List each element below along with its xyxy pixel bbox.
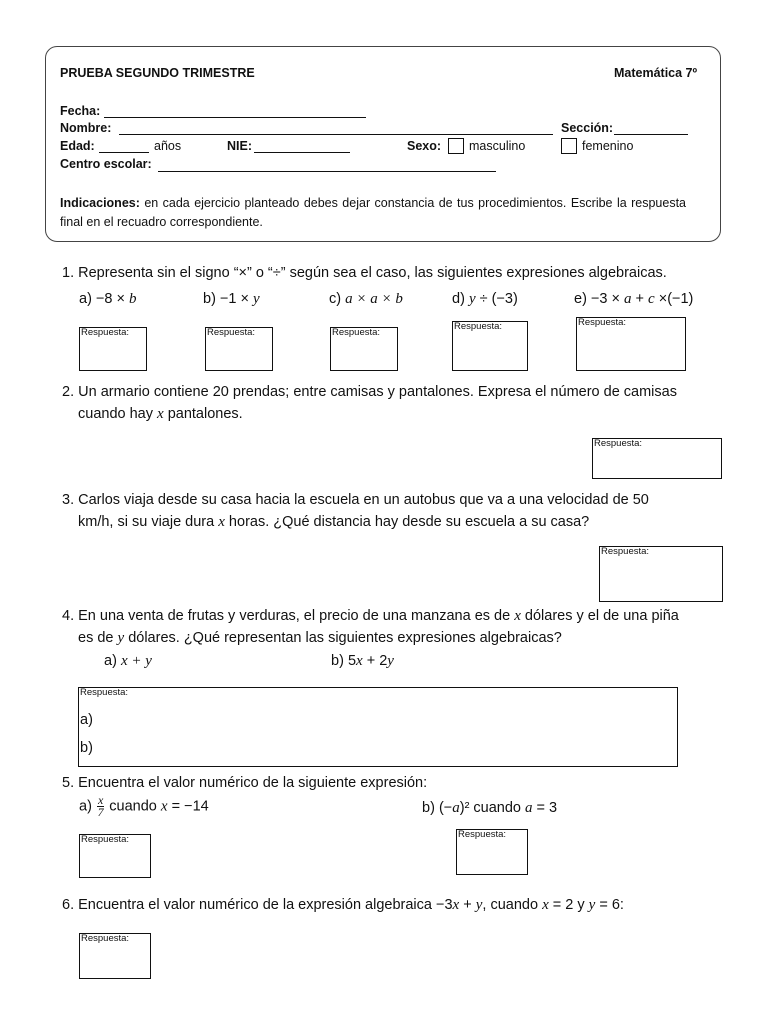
centro-label: Centro escolar: bbox=[60, 157, 152, 171]
q1-item-d bbox=[452, 289, 518, 310]
q3-text-1: Carlos viaja desde su casa hacia la escuela en un autobus que va a una velocidad de 50 bbox=[78, 492, 649, 508]
seccion-label: Sección: bbox=[561, 121, 614, 135]
answer-label: Respuesta: bbox=[601, 546, 650, 557]
q4-b-v2: y bbox=[387, 653, 394, 669]
edad-field[interactable] bbox=[99, 152, 149, 153]
q1-item-b bbox=[203, 289, 260, 310]
q1-statement bbox=[62, 263, 667, 284]
q1-b-answer-box[interactable] bbox=[205, 327, 273, 371]
masculino-label: masculino bbox=[469, 139, 526, 153]
q1-item-e bbox=[574, 289, 693, 310]
q6-v2: y bbox=[475, 897, 483, 913]
q4-text-2b: dólares. ¿Qué representan las siguientes expresiones algebraicas? bbox=[124, 630, 562, 646]
q1-e-post: ×(−1) bbox=[654, 291, 694, 307]
q1-b-var: y bbox=[253, 291, 260, 307]
q3-var: x bbox=[218, 514, 225, 530]
q6-v3: x bbox=[542, 897, 549, 913]
nie-field[interactable] bbox=[254, 152, 350, 153]
nombre-label: Nombre: bbox=[60, 121, 112, 135]
q4-line-1 bbox=[62, 606, 679, 627]
q1-e-answer-box[interactable] bbox=[576, 317, 686, 371]
nombre-field[interactable] bbox=[119, 134, 553, 135]
q2-line-2 bbox=[78, 404, 243, 425]
q4-var-y: y bbox=[117, 630, 125, 646]
q5-a-mid: cuando bbox=[105, 798, 161, 815]
q5-a-var: x bbox=[160, 798, 168, 815]
q2-answer-box[interactable] bbox=[592, 438, 722, 479]
q5-text: Encuentra el valor numérico de la siguiente expresión: bbox=[78, 775, 428, 791]
q1-b-label: b) bbox=[203, 291, 216, 307]
exam-title: PRUEBA SEGUNDO TRIMESTRE bbox=[60, 66, 255, 80]
q5-b-var2: a bbox=[525, 800, 533, 816]
sexo-label: Sexo: bbox=[407, 139, 442, 153]
q4-answer-box[interactable] bbox=[78, 687, 678, 767]
answer-label: Respuesta: bbox=[81, 933, 130, 944]
q3-number: 3. bbox=[62, 492, 75, 508]
q6-answer-box[interactable] bbox=[79, 933, 151, 979]
q2-var: x bbox=[157, 406, 164, 422]
q5-frac-num: x bbox=[97, 793, 104, 807]
answer-label: Respuesta: bbox=[80, 687, 129, 698]
q4-text-2a: es de bbox=[78, 630, 118, 646]
q1-number: 1. bbox=[62, 265, 75, 281]
q1-e-mid: + bbox=[631, 291, 649, 307]
q6-v1: x bbox=[452, 897, 460, 913]
q1-item-c bbox=[329, 289, 403, 310]
indicaciones-text bbox=[60, 194, 686, 232]
q3-line-1 bbox=[62, 490, 649, 511]
q6-text-b: + bbox=[459, 897, 476, 913]
q5-fraction bbox=[97, 795, 104, 818]
q5-b-pre: (− bbox=[438, 800, 453, 816]
subject-label: Matemática 7º bbox=[614, 66, 698, 80]
q4-b-label: b) bbox=[331, 653, 344, 669]
q1-a-label: a) bbox=[79, 291, 92, 307]
q4-var-x: x bbox=[514, 608, 521, 624]
masculino-checkbox[interactable] bbox=[448, 138, 464, 154]
q6-v4: y bbox=[588, 897, 596, 913]
q1-e-v2: c bbox=[648, 291, 655, 307]
fecha-field[interactable] bbox=[104, 117, 366, 118]
q1-c-label: c) bbox=[329, 291, 342, 307]
answer-label: Respuesta: bbox=[81, 834, 130, 845]
q5-statement bbox=[62, 773, 427, 794]
q4-a-label: a) bbox=[104, 653, 117, 669]
q1-text: Representa sin el signo “×” o “÷” según sea el caso, las siguientes expresiones algebraicas. bbox=[78, 265, 667, 281]
femenino-checkbox[interactable] bbox=[561, 138, 577, 154]
q5-frac-den: 7 bbox=[97, 805, 104, 819]
q2-text-1: Un armario contiene 20 prendas; entre camisas y pantalones. Expresa el número de camisas bbox=[78, 384, 677, 400]
q3-answer-box[interactable] bbox=[599, 546, 723, 602]
q1-c-answer-box[interactable] bbox=[330, 327, 398, 371]
q1-d-post: ÷ (−3) bbox=[475, 291, 518, 307]
q4-line-2 bbox=[78, 628, 562, 649]
q1-d-var: y bbox=[468, 291, 476, 307]
femenino-label: femenino bbox=[582, 139, 634, 153]
q4-box-b-label: b) bbox=[80, 740, 93, 756]
answer-label: Respuesta: bbox=[332, 327, 381, 338]
q1-item-a bbox=[79, 289, 137, 310]
q1-a-answer-box[interactable] bbox=[79, 327, 147, 371]
answer-label: Respuesta: bbox=[458, 829, 507, 840]
q4-b-v1: x bbox=[356, 653, 363, 669]
q6-text-e: = 6: bbox=[595, 897, 624, 913]
q5-b-val: = 3 bbox=[532, 800, 558, 816]
seccion-field[interactable] bbox=[614, 134, 688, 135]
q5-a-label: a) bbox=[79, 798, 92, 815]
q3-text-2b: horas. ¿Qué distancia hay desde su escuela a su casa? bbox=[224, 514, 590, 530]
q4-number: 4. bbox=[62, 608, 75, 624]
centro-field[interactable] bbox=[158, 171, 496, 172]
q2-number: 2. bbox=[62, 384, 75, 400]
q1-e-pre: −3 × bbox=[590, 291, 624, 307]
q4-text-1b: dólares y el de una piña bbox=[520, 608, 679, 624]
q5-b-label: b) bbox=[422, 800, 435, 816]
q6-statement bbox=[62, 895, 624, 916]
q4-text-1a: En una venta de frutas y verduras, el precio de una manzana es de bbox=[78, 608, 515, 624]
q5-a-post: = −14 bbox=[167, 798, 209, 815]
q1-e-v1: a bbox=[624, 291, 632, 307]
q3-text-2a: km/h, si su viaje dura bbox=[78, 514, 219, 530]
q6-text-d: = 2 y bbox=[548, 897, 589, 913]
q3-line-2 bbox=[78, 512, 589, 533]
q4-item-b bbox=[331, 651, 394, 672]
q1-c-expr: a × a × b bbox=[345, 291, 403, 307]
q5-b-var: a bbox=[452, 800, 460, 816]
answer-label: Respuesta: bbox=[207, 327, 256, 338]
q5-b-answer-box[interactable] bbox=[456, 829, 528, 875]
answer-label: Respuesta: bbox=[594, 438, 643, 449]
q4-box-a-label: a) bbox=[80, 712, 93, 728]
q2-line-1 bbox=[62, 382, 677, 403]
q2-text-2a: cuando hay bbox=[78, 406, 158, 422]
q1-b-pre: −1 × bbox=[219, 291, 253, 307]
anios-label: años bbox=[154, 139, 182, 153]
q4-b-pre: 5 bbox=[347, 653, 357, 669]
q5-item-a bbox=[79, 795, 209, 818]
answer-label: Respuesta: bbox=[454, 321, 503, 332]
answer-label: Respuesta: bbox=[578, 317, 627, 328]
indicaciones-label: Indicaciones: bbox=[60, 196, 140, 210]
q6-text-a: Encuentra el valor numérico de la expresión algebraica −3 bbox=[78, 897, 453, 913]
edad-label: Edad: bbox=[60, 139, 95, 153]
q5-number: 5. bbox=[62, 775, 75, 791]
q1-d-label: d) bbox=[452, 291, 465, 307]
q5-b-post: )² cuando bbox=[459, 800, 526, 816]
q1-a-pre: −8 × bbox=[95, 291, 129, 307]
q1-a-var: b bbox=[129, 291, 137, 307]
q5-a-answer-box[interactable] bbox=[79, 834, 151, 878]
q2-text-2b: pantalones. bbox=[163, 406, 243, 422]
q4-item-a bbox=[104, 651, 152, 672]
q6-number: 6. bbox=[62, 897, 75, 913]
q1-d-answer-box[interactable] bbox=[452, 321, 528, 371]
answer-label: Respuesta: bbox=[81, 327, 130, 338]
q5-item-b bbox=[422, 798, 557, 819]
q6-text-c: , cuando bbox=[482, 897, 543, 913]
nie-label: NIE: bbox=[227, 139, 252, 153]
q1-e-label: e) bbox=[574, 291, 587, 307]
fecha-label: Fecha: bbox=[60, 104, 101, 118]
q4-b-mid: + 2 bbox=[362, 653, 388, 669]
indicaciones-body: en cada ejercicio planteado debes dejar constancia de tus procedimientos. Escribe la respuesta final en el recuadro correspondiente. bbox=[60, 196, 686, 229]
q4-a-expr: x + y bbox=[120, 653, 152, 669]
